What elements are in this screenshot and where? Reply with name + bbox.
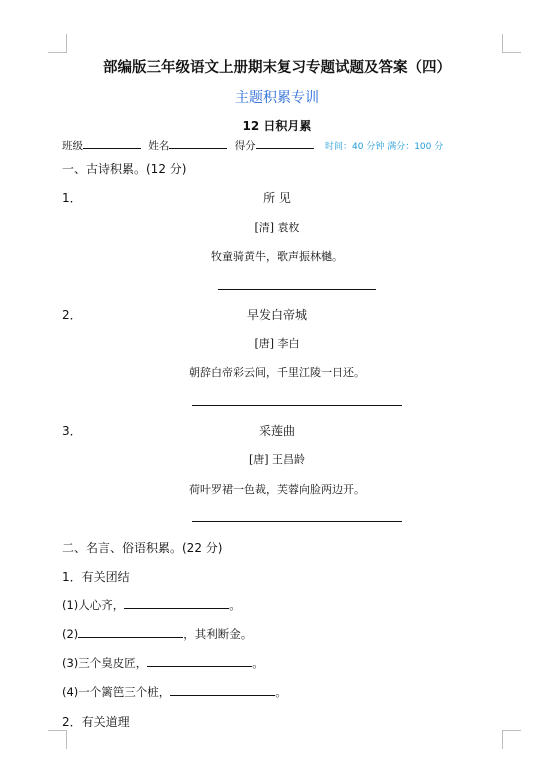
class-label: 班级: [62, 140, 83, 152]
proverb-item-3: [62, 655, 264, 671]
item3-prefix: (3)三个臭皮匠，: [62, 656, 148, 670]
time-info: 时间：40 分钟 满分：100 分: [325, 142, 444, 152]
proverb-item-4: [62, 684, 287, 700]
document-subtitle: 主题积累专训: [235, 90, 319, 106]
poem2-number: 2．: [62, 308, 82, 322]
item2-prefix: (2): [62, 627, 79, 641]
poem1-line: 牧童骑黄牛，歌声振林樾。: [211, 250, 343, 263]
proverb-item-2: [62, 626, 252, 642]
name-label: 姓名: [148, 140, 170, 152]
crop-mark-bottom-right: [502, 730, 521, 749]
item1-blank[interactable]: [124, 597, 229, 609]
poem1-answer-blank[interactable]: [218, 289, 376, 290]
name-blank[interactable]: [169, 138, 227, 149]
crop-mark-top-left: [48, 34, 67, 53]
document-title: 部编版三年级语文上册期末复习专题试题及答案（四）: [103, 60, 451, 76]
item1-prefix: (1)人心齐，: [62, 598, 125, 612]
group1-title: 1．有关团结: [62, 570, 130, 584]
poem3-author: [唐] 王昌龄: [248, 453, 306, 466]
crop-mark-bottom-left: [48, 730, 67, 749]
student-info-line: [62, 138, 443, 153]
item1-suffix: 。: [229, 598, 241, 612]
poem2-title: 早发白帝城: [246, 308, 307, 322]
poem3-title: 采莲曲: [258, 424, 295, 438]
poem1-title: 所 见: [263, 191, 291, 205]
poem2-answer-blank[interactable]: [192, 405, 402, 406]
score-label: 得分: [234, 140, 256, 152]
item4-prefix: (4)一个篱笆三个桩，: [62, 685, 171, 699]
item3-blank[interactable]: [147, 655, 252, 667]
lesson-heading: 12 日积月累: [242, 119, 312, 133]
item2-blank[interactable]: [78, 626, 183, 638]
poem2-author: [唐] 李白: [254, 337, 300, 350]
item4-suffix: 。: [275, 685, 287, 699]
poem3-answer-blank[interactable]: [192, 521, 402, 522]
poem2-line: 朝辞白帝彩云间，千里江陵一日还。: [189, 366, 365, 379]
section2-heading: 二、名言、俗语积累。(22 分): [62, 541, 223, 555]
proverb-item-1: [62, 597, 241, 613]
poem3-line: 荷叶罗裙一色裁，芙蓉向脸两边开。: [189, 483, 365, 496]
class-blank[interactable]: [83, 138, 141, 149]
poem3-number: 3．: [62, 424, 82, 438]
item2-suffix: ，其利断金。: [183, 627, 253, 641]
poem1-number: 1．: [62, 191, 82, 205]
poem1-author: [清] 袁枚: [254, 221, 300, 234]
group2-title: 2．有关道理: [62, 715, 130, 729]
item3-suffix: 。: [252, 656, 264, 670]
item4-blank[interactable]: [170, 684, 275, 696]
crop-mark-top-right: [502, 34, 521, 53]
score-blank[interactable]: [256, 138, 314, 149]
section1-heading: 一、古诗积累。(12 分): [62, 162, 187, 176]
